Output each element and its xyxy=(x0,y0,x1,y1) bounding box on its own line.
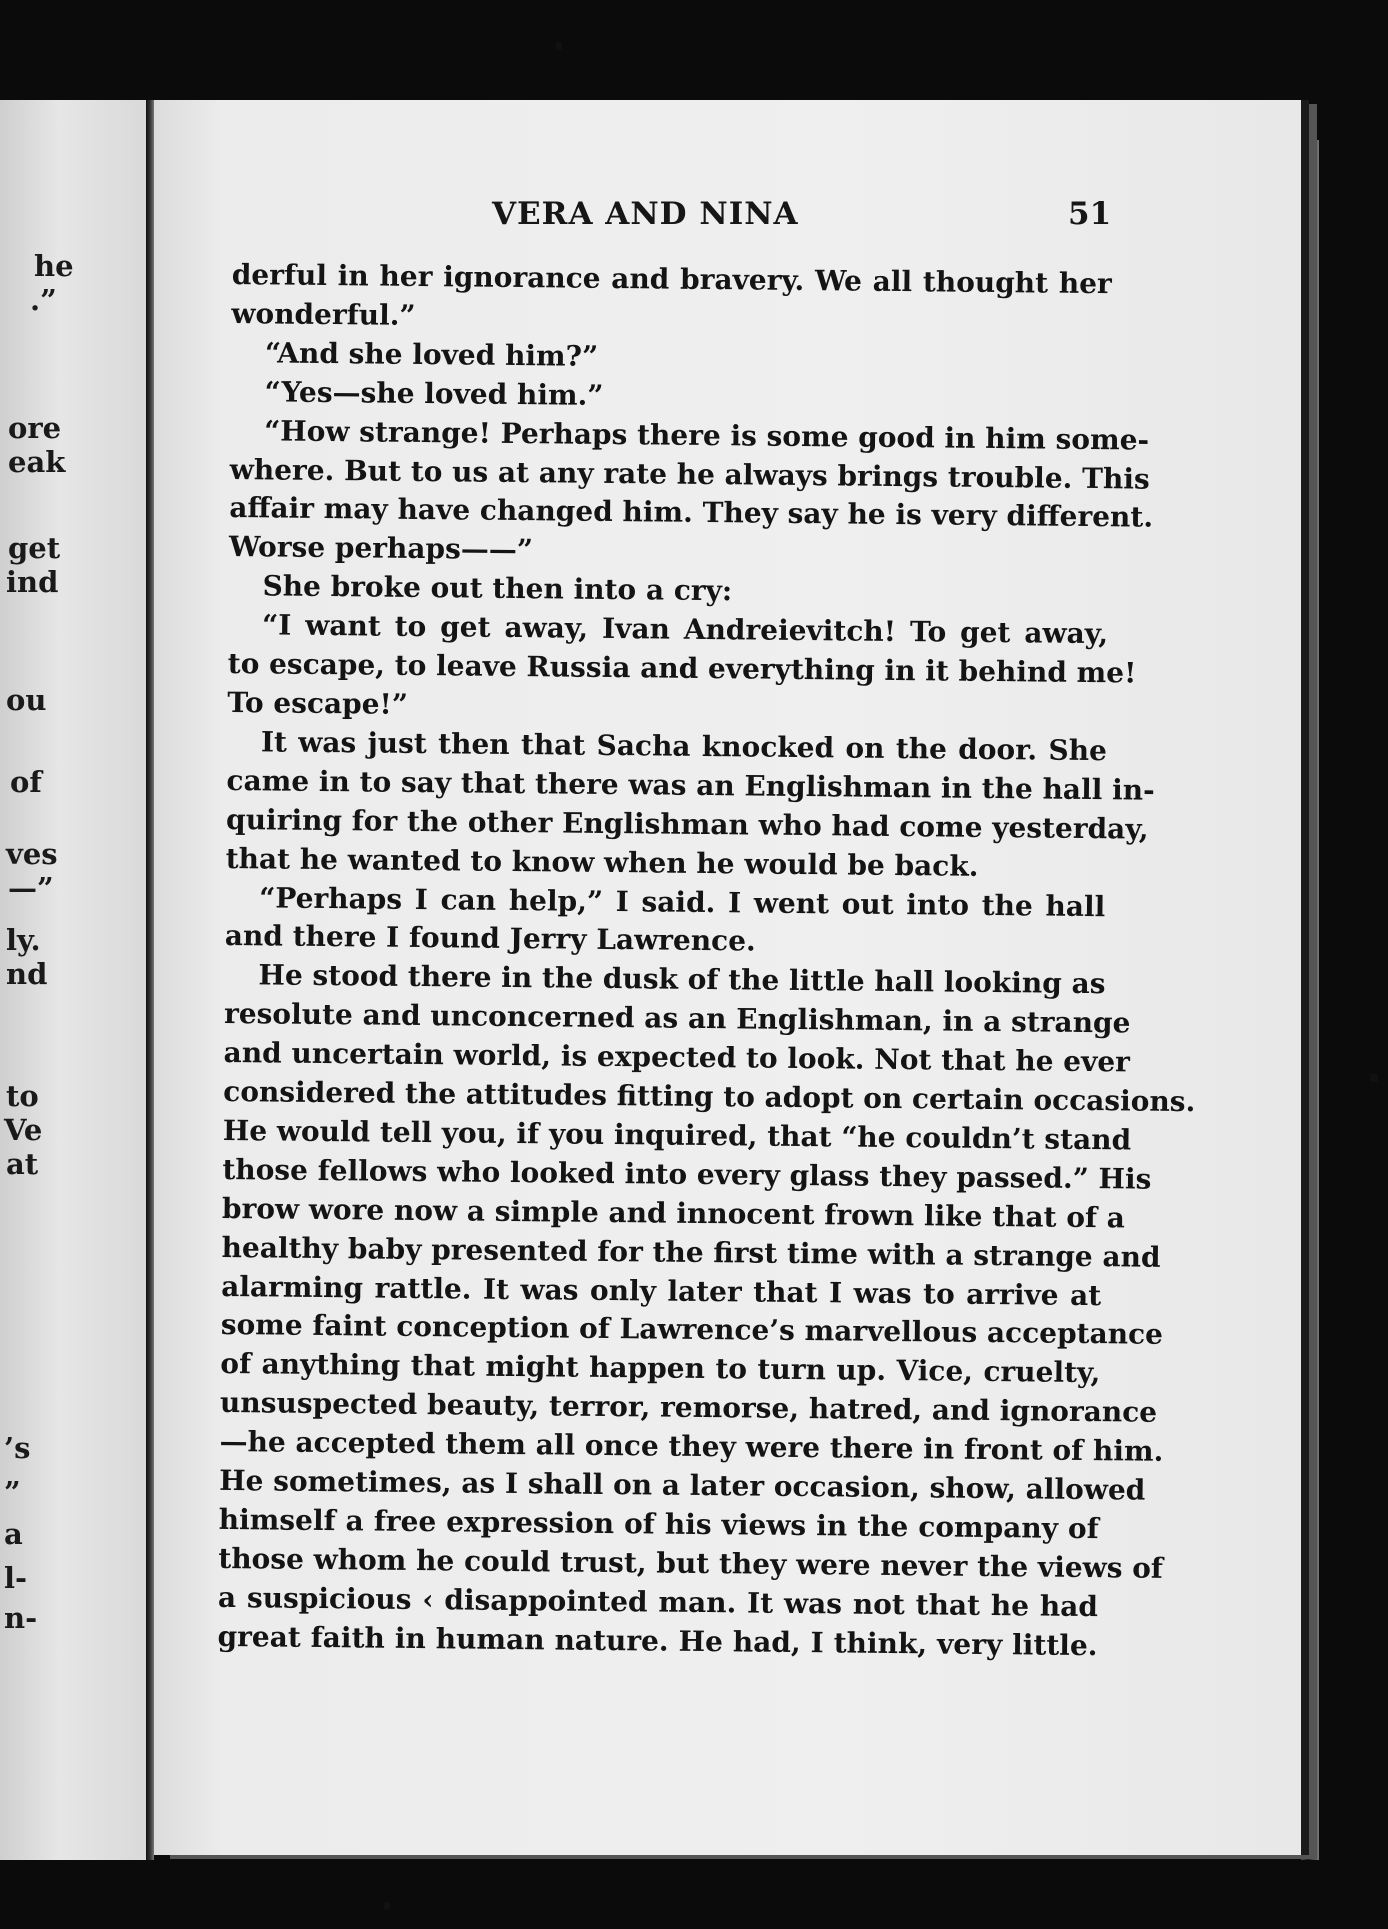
text-line: “How strange! Perhaps there is some good in him some- xyxy=(264,413,1150,457)
text-line: those fellows who looked into every glass they passed.” His xyxy=(222,1152,1152,1196)
text-line: came in to say that there was an Englishman in the hall in- xyxy=(226,763,1155,807)
text-line: To escape!” xyxy=(227,685,409,721)
scan-speck xyxy=(384,1902,390,1910)
text-line: quiring for the other Englishman who had come yesterday, xyxy=(225,802,1149,846)
text-line: He sometimes, as I shall on a later occasion, show, allowed xyxy=(219,1464,1146,1507)
text-line: considered the attitudes fitting to adopt on certain occasions. xyxy=(223,1074,1196,1119)
text-line: that he wanted to know when he would be back. xyxy=(225,841,979,883)
text-line: unsuspected beauty, terror, remorse, hatred, and ignorance xyxy=(219,1386,1158,1430)
text-line: It was just then that Sacha knocked on the door. She xyxy=(260,725,1108,768)
previous-page-fragment: Ve xyxy=(4,1113,43,1147)
text-line: alarming rattle. It was only later that I was to arrive at xyxy=(221,1269,1102,1312)
text-line: and uncertain world, is expected to look. Not that he ever xyxy=(223,1036,1131,1079)
previous-page-fragment: ’s xyxy=(4,1431,31,1465)
previous-page-fragment: ly. xyxy=(6,923,41,957)
previous-page-fragment: eak xyxy=(8,445,66,479)
previous-page-fragment: at xyxy=(6,1147,39,1181)
previous-page-fragment: of xyxy=(10,765,42,799)
text-line: derful in her ignorance and bravery. We all thought her xyxy=(231,257,1112,301)
text-line: “Yes—she loved him.” xyxy=(264,375,604,412)
text-line: He would tell you, if you inquired, that “he couldn’t stand xyxy=(222,1113,1132,1157)
text-line: Worse perhaps——” xyxy=(228,530,534,567)
text-line: of anything that might happen to turn up. Vice, cruelty, xyxy=(220,1347,1101,1390)
text-line: a suspicious ‹ disappointed man. It was not that he had xyxy=(217,1580,1099,1623)
previous-page-fragment: get xyxy=(8,531,61,565)
text-line: great faith in human nature. He had, I think, very little. xyxy=(217,1619,1098,1662)
previous-page-fragment: nd xyxy=(6,957,48,991)
text-line: “Perhaps I can help,” I said. I went out into the hall xyxy=(259,880,1106,923)
previous-page-fragment: a xyxy=(4,1517,23,1551)
previous-page-fragment: ind xyxy=(6,565,59,599)
page-edge-shadow xyxy=(1301,140,1319,1860)
previous-page-edge xyxy=(0,100,148,1860)
text-line: She broke out then into a cry: xyxy=(262,569,733,608)
text-line: He stood there in the dusk of the little hall looking as xyxy=(258,958,1106,1001)
text-line: “And she loved him?” xyxy=(264,336,599,373)
text-line: healthy baby presented for the first time with a strange and xyxy=(221,1230,1161,1274)
previous-page-fragment: —” xyxy=(8,871,54,905)
text-line: some faint conception of Lawrence’s marvellous acceptance xyxy=(220,1308,1164,1352)
page-number: 51 xyxy=(1068,196,1112,232)
text-line: himself a free expression of his views in the company of xyxy=(218,1502,1099,1546)
book-page xyxy=(154,100,1301,1855)
previous-page-fragment: ore xyxy=(8,411,62,445)
body-text xyxy=(217,256,1196,1666)
scan-speck xyxy=(556,42,562,50)
previous-page-fragment: ves xyxy=(6,837,58,871)
scan-speck xyxy=(1370,1074,1378,1082)
previous-page-fragment: he xyxy=(34,249,74,283)
text-line: brow wore now a simple and innocent frown like that of a xyxy=(221,1191,1126,1235)
previous-page-fragment: n- xyxy=(4,1601,38,1635)
text-line: wonderful.” xyxy=(231,296,416,332)
previous-page-fragment: to xyxy=(6,1079,39,1113)
text-line: those whom he could trust, but they were never the views of xyxy=(218,1541,1164,1585)
previous-page-fragment: ou xyxy=(6,683,47,717)
text-line: affair may have changed him. They say he is very different. xyxy=(229,491,1154,535)
previous-page-fragment: ” xyxy=(4,1475,21,1509)
text-line: to escape, to leave Russia and everything in it behind me! xyxy=(227,647,1137,690)
text-line: resolute and unconcerned as an Englishman, in a strange xyxy=(223,997,1131,1040)
previous-page-fragment: l- xyxy=(4,1561,28,1595)
text-line: where. But to us at any rate he always brings trouble. This xyxy=(229,452,1150,496)
text-line: —he accepted them all once they were there in front of him. xyxy=(219,1425,1164,1469)
book-gutter xyxy=(146,100,154,1860)
running-head-title: VERA AND NINA xyxy=(492,196,799,232)
text-line: “I want to get away, Ivan Andreievitch! To get away, xyxy=(261,608,1109,651)
previous-page-fragment: .” xyxy=(30,283,57,317)
text-line: and there I found Jerry Lawrence. xyxy=(224,919,756,958)
